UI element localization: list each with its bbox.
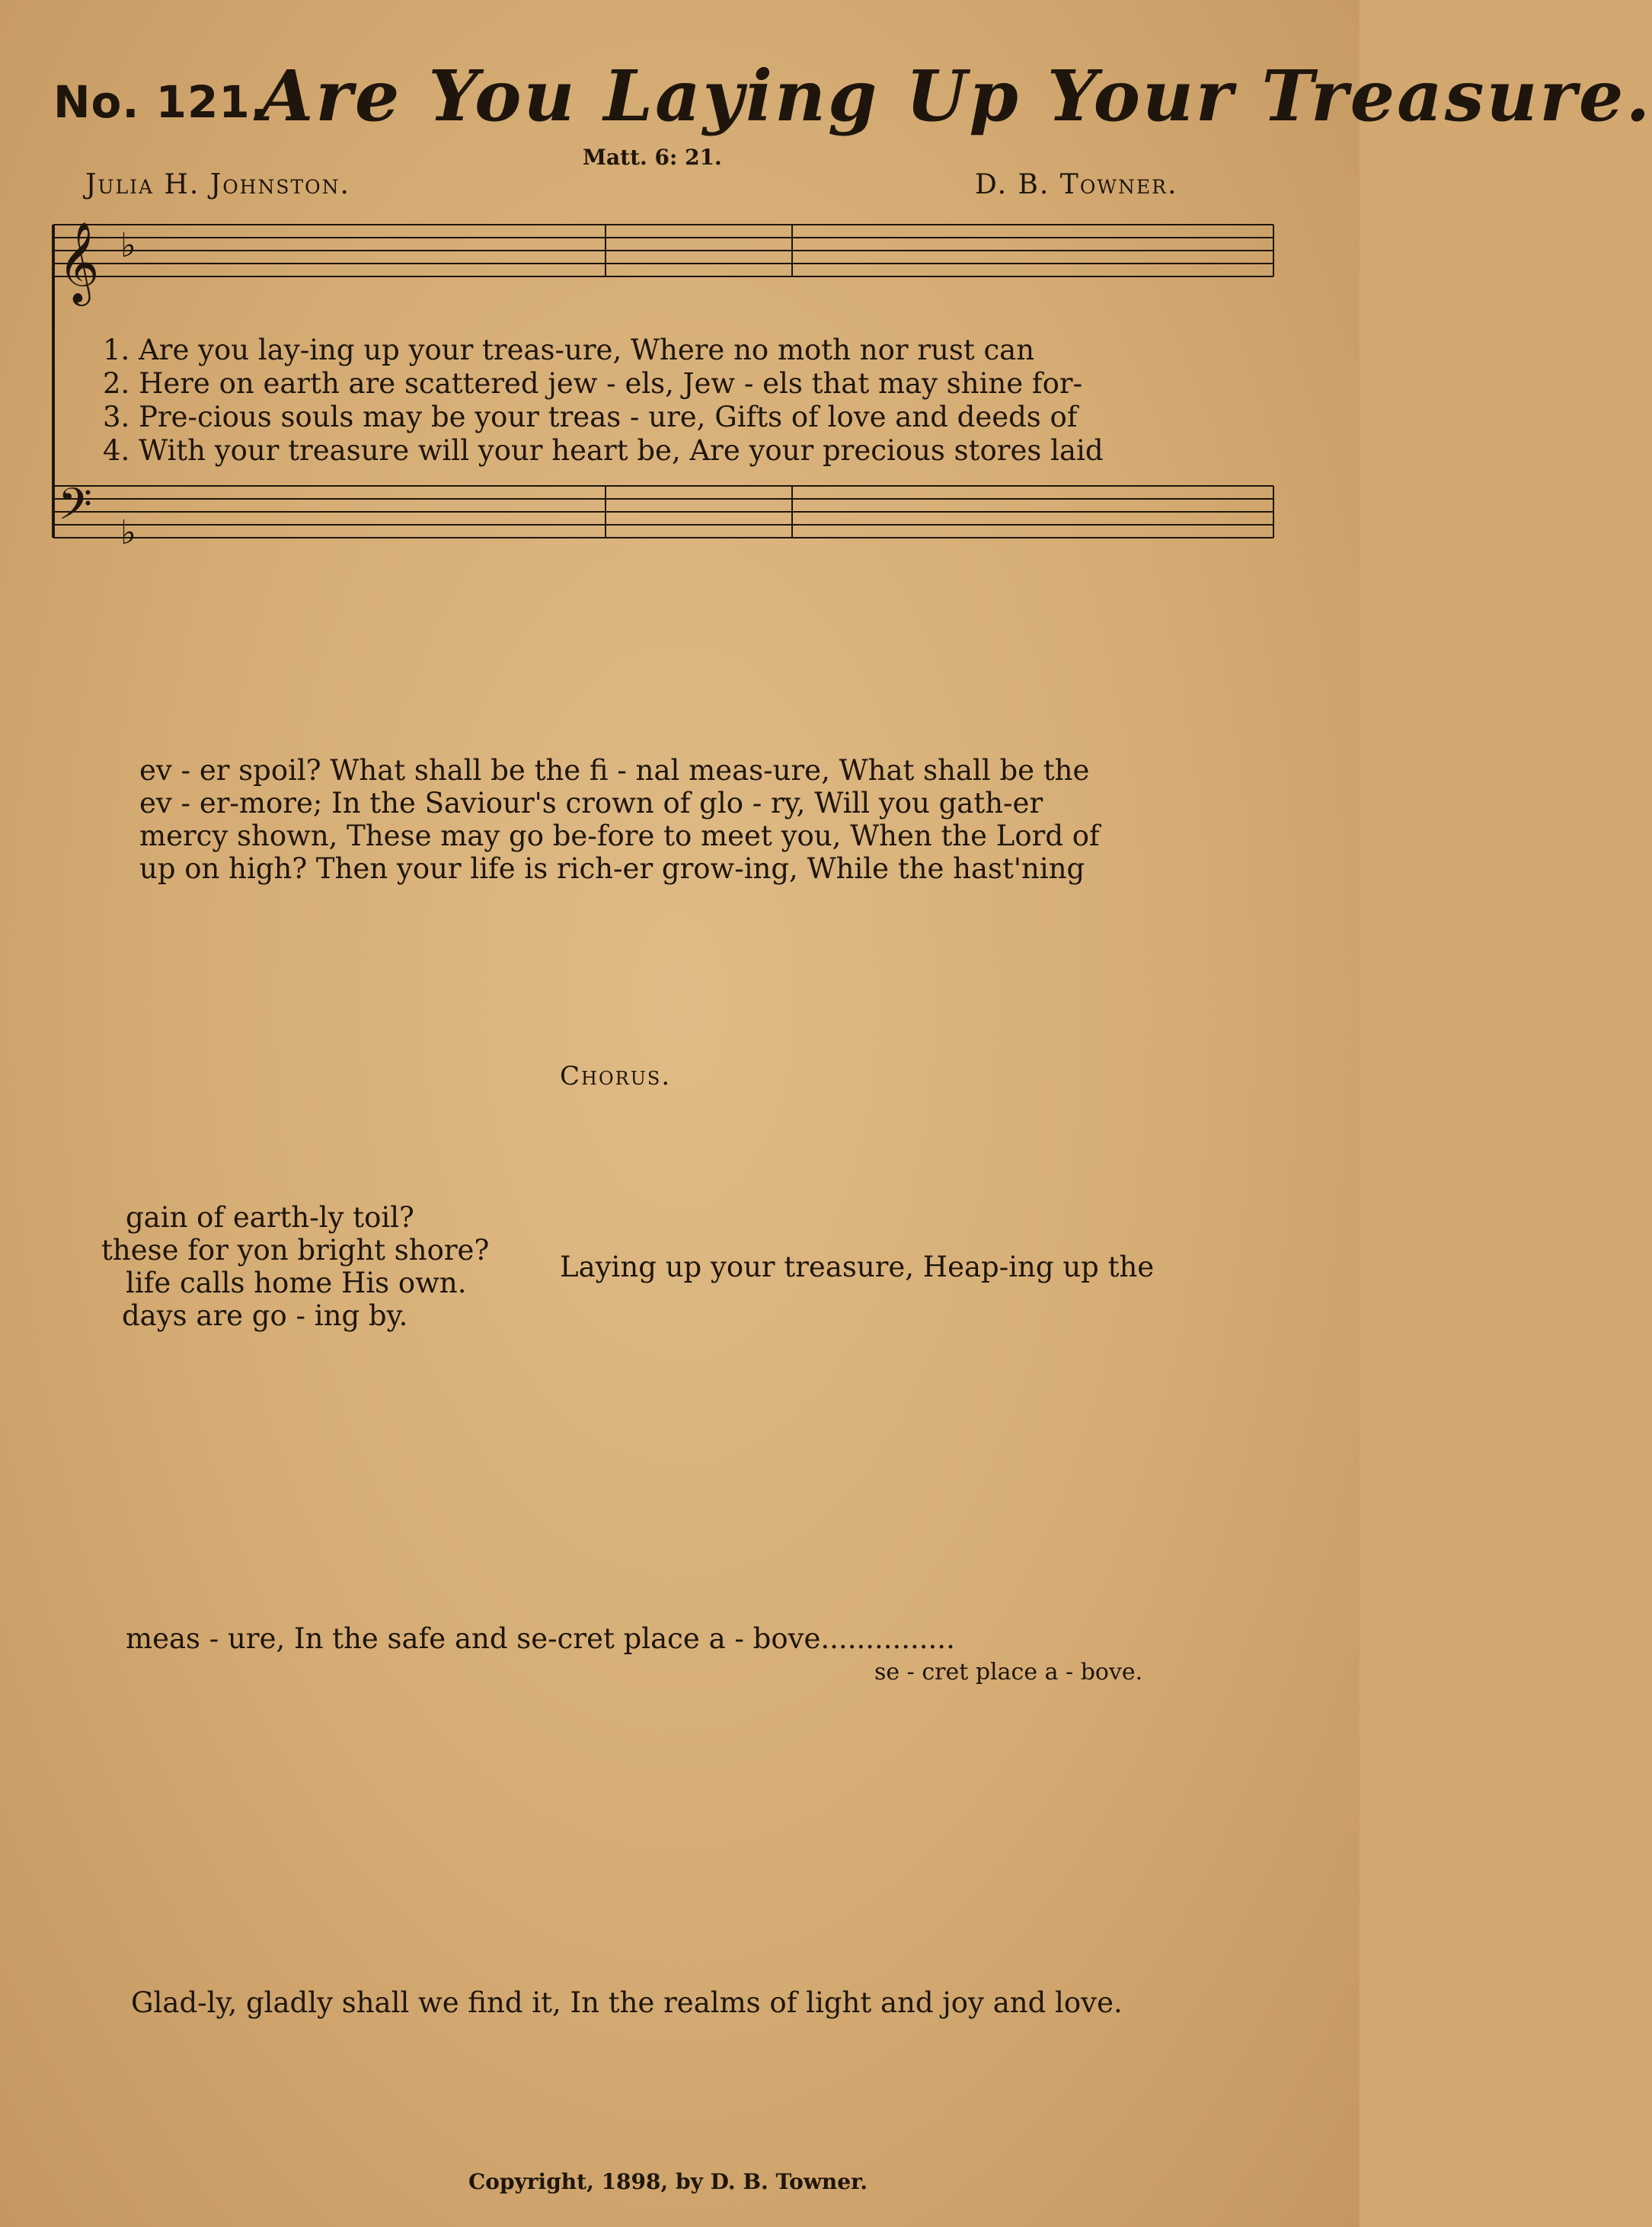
s3-verse-1: gain of earth-ly toil? [126,1201,414,1234]
chorus-line-1: Laying up your treasure, Heap-ing up the [560,1251,1155,1283]
hymn-title: Are You Laying Up Your Treasure. [259,55,1652,137]
scripture-reference: Matt. 6: 21. [583,145,722,170]
s3-verse-3: life calls home His own. [126,1267,467,1299]
flat-sign: ♭ [120,513,136,552]
s1-verse-4: 4. With your treasure will your heart be, Are your precious stores laid [103,434,1104,467]
chorus-label: Chorus. [560,1061,672,1091]
s3-verse-4: days are go - ing by. [122,1299,408,1332]
copyright-notice: Copyright, 1898, by D. B. Towner. [468,2169,868,2194]
treble-clef: 𝄞 [58,221,100,302]
s1-verse-3: 3. Pre-cious souls may be your treas - ure, Gifts of love and deeds of [103,401,1078,433]
s2-verse-1: ev - er spoil? What shall be the fi - nal meas-ure, What shall be the [139,754,1090,787]
s1-verse-2: 2. Here on earth are scattered jew - els, Jew - els that may shine for- [103,367,1083,400]
author-credit: Julia H. Johnston. [85,169,350,200]
s1-verse-1: 1. Are you lay-ing up your treas-ure, Where no moth nor rust can [103,334,1035,366]
flat-sign: ♭ [120,226,136,265]
s3-verse-2: these for yon bright shore? [101,1234,490,1267]
s4-echo-lyric: se - cret place a - bove. [874,1659,1143,1685]
s5-lyric: Glad-ly, gladly shall we find it, In the realms of light and joy and love. [131,1986,1123,2019]
composer-credit: D. B. Towner. [975,169,1178,200]
s4-lyric: meas - ure, In the safe and se-cret place a - bove............... [126,1622,955,1655]
s2-verse-3: mercy shown, These may go be-fore to meet you, When the Lord of [139,820,1100,852]
hymn-number: No. 121. [53,76,268,128]
s2-verse-2: ev - er-more; In the Saviour's crown of glo - ry, Will you gath-er [139,787,1043,820]
s2-verse-4: up on high? Then your life is rich-er grow-ing, While the hast'ning [139,852,1085,885]
bass-clef: 𝄢 [58,478,93,541]
